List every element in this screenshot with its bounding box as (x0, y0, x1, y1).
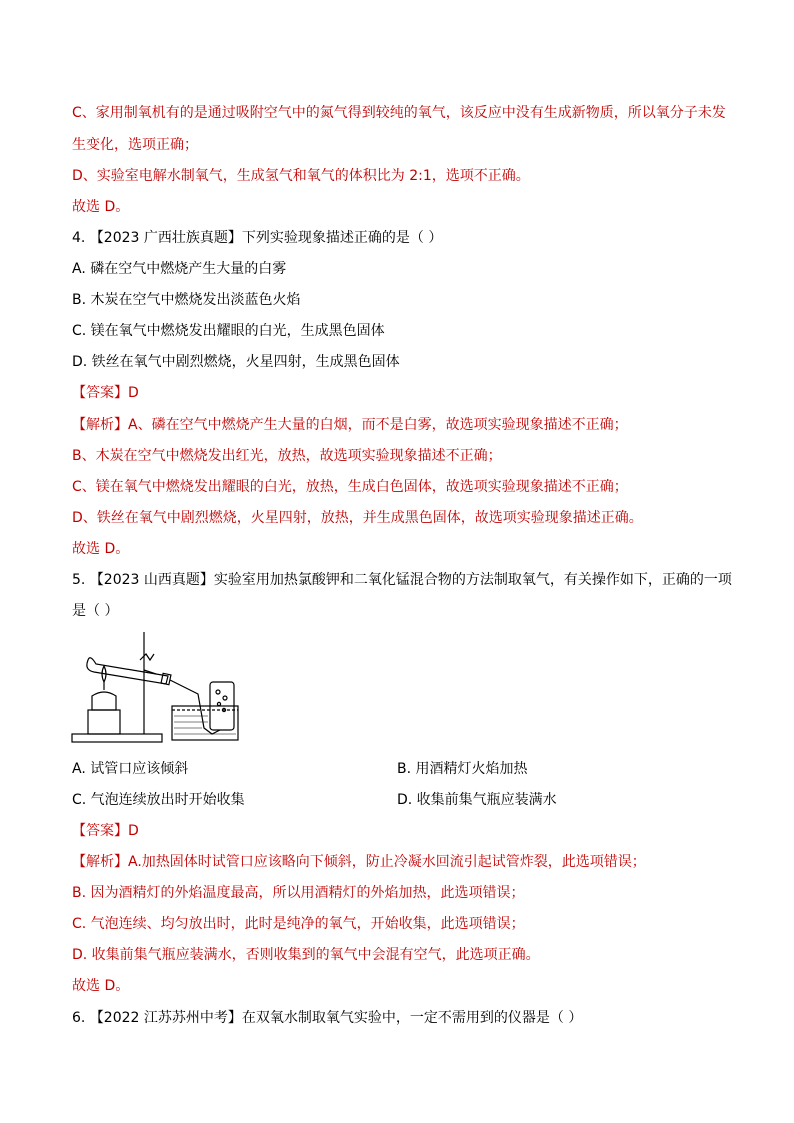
q5-option-d: D. 收集前集气瓶应装满水 (397, 792, 557, 808)
prev-choice: 故选 D。 (72, 199, 130, 215)
q4-analysis-c: C、镁在氧气中燃烧发出耀眼的白光，放热，生成白色固体，故选项实验现象描述不正确； (72, 479, 628, 495)
delivery-tube (170, 680, 220, 734)
q5-choice: 故选 D。 (72, 978, 130, 994)
water-trough (172, 706, 238, 740)
q5-stem-line2: 是（ ） (72, 603, 119, 619)
test-tube (87, 658, 168, 684)
alcohol-lamp (92, 692, 116, 710)
q4-option-c: C. 镁在氧气中燃烧发出耀眼的白光，生成黑色固体 (72, 323, 385, 339)
q5-stem-line1: 5. 【2023 山西真题】实验室用加热氯酸钾和二氧化锰混合物的方法制取氧气，有关操作如下，正确的一项 (72, 572, 732, 588)
q5-option-a: A. 试管口应该倾斜 (72, 761, 189, 777)
q4-option-d: D. 铁丝在氧气中剧烈燃烧，火星四射，生成黑色固体 (72, 354, 400, 370)
q4-option-b: B. 木炭在空气中燃烧发出淡蓝色火焰 (72, 292, 301, 308)
q4-analysis-d: D、铁丝在氧气中剧烈燃烧，火星四射，放热，并生成黑色固体，故选项实验现象描述正确。 (72, 510, 643, 526)
block (88, 710, 120, 734)
q5-analysis-d: D. 收集前集气瓶应装满水，否则收集到的氧气中会混有空气，此选项正确。 (72, 947, 540, 963)
q6-stem: 6. 【2022 江苏苏州中考】在双氧水制取氧气实验中，一定不需用到的仪器是（ ） (72, 1010, 583, 1026)
stand-base (72, 734, 162, 742)
q5-option-c: C. 气泡连续放出时开始收集 (72, 792, 245, 808)
prev-analysis-d-line: D、实验室电解水制氧气，生成氢气和氧气的体积比为 2:1，选项不正确。 (72, 168, 530, 184)
q5-analysis-tag: 【解析】 (72, 854, 128, 870)
q4-answer-tag: 【答案】 (72, 385, 128, 401)
q4-answer-value: D (128, 385, 139, 401)
q5-answer-tag: 【答案】 (72, 823, 128, 839)
q5-analysis-c: C. 气泡连续、均匀放出时，此时是纯净的氧气，开始收集，此选项错误； (72, 916, 525, 932)
q5-option-b: B. 用酒精灯火焰加热 (397, 761, 528, 777)
q5-analysis-a (72, 853, 646, 871)
q4-answer (72, 384, 139, 402)
q4-analysis-b: B、木炭在空气中燃烧发出红光，放热，故选项实验现象描述不正确； (72, 448, 502, 464)
q4-analysis-tag: 【解析】 (72, 417, 128, 433)
q5-analysis-b: B. 因为酒精灯的外焰温度最高，所以用酒精灯的外焰加热，此选项错误； (72, 885, 525, 901)
q4-option-a: A. 磷在空气中燃烧产生大量的白雾 (72, 261, 287, 277)
q4-choice: 故选 D。 (72, 541, 130, 557)
prev-analysis-c-line1: C、家用制氧机有的是通过吸附空气中的氮气得到较纯的氧气，该反应中没有生成新物质，所以氧分子未发 (72, 105, 726, 121)
q4-stem: 4. 【2023 广西壮族真题】下列实验现象描述正确的是（ ） (72, 230, 443, 246)
q4-analysis-a (72, 416, 628, 434)
q5-answer-value: D (128, 823, 139, 839)
q4-analysis-a-text: A、磷在空气中燃烧产生大量的白烟，而不是白雾，故选项实验现象描述不正确； (128, 417, 628, 433)
prev-analysis-c-line2: 生变化，选项正确； (72, 137, 198, 153)
q5-answer (72, 822, 139, 840)
oxygen-apparatus-figure (70, 630, 240, 748)
q5-analysis-a-text: A.加热固体时试管口应该略向下倾斜，防止冷凝水回流引起试管炸裂，此选项错误； (128, 854, 646, 870)
